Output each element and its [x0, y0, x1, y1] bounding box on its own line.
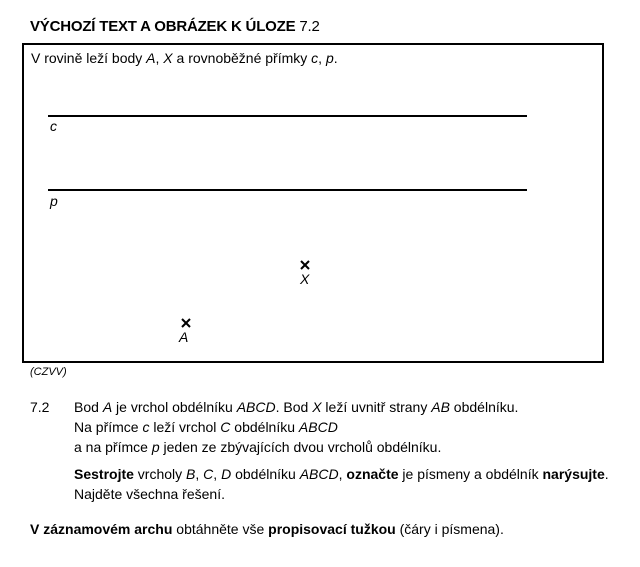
source-note: (CZVV)	[30, 366, 67, 378]
point-x-cross	[301, 261, 309, 269]
task-line-1: Bod A je vrchol obdélníku ABCD. Bod X leží uvnitř strany AB obdélníku.	[74, 399, 519, 415]
task-heading	[30, 18, 320, 35]
point-x-label: X	[300, 271, 310, 287]
figure-box	[22, 43, 604, 363]
task-line-2: Na přímce c leží vrchol C obdélníku ABCD	[74, 419, 338, 435]
figure-drawing	[24, 45, 602, 361]
footer-instruction: V záznamovém archu obtáhněte vše propisovací tužkou (čáry i písmena).	[30, 521, 504, 537]
line-p-label: p	[50, 193, 58, 209]
task-line-3: a na přímce p jeden ze zbývajících dvou vrcholů obdélníku.	[74, 439, 442, 455]
point-a-label: A	[179, 329, 189, 345]
point-a-cross	[182, 319, 190, 327]
line-c-label: c	[50, 118, 57, 134]
heading-number: 7.2	[299, 18, 320, 35]
figure-caption: V rovině leží body A, X a rovnoběžné přímky c, p.	[31, 50, 338, 66]
task-line-5: Najděte všechna řešení.	[74, 486, 225, 502]
task-line-4: Sestrojte vrcholy B, C, D obdélníku ABCD, označte je písmeny a obdélník narýsujte.	[74, 466, 609, 482]
task-number: 7.2	[30, 399, 50, 415]
heading-bold: VÝCHOZÍ TEXT A OBRÁZEK K ÚLOZE	[30, 18, 296, 35]
